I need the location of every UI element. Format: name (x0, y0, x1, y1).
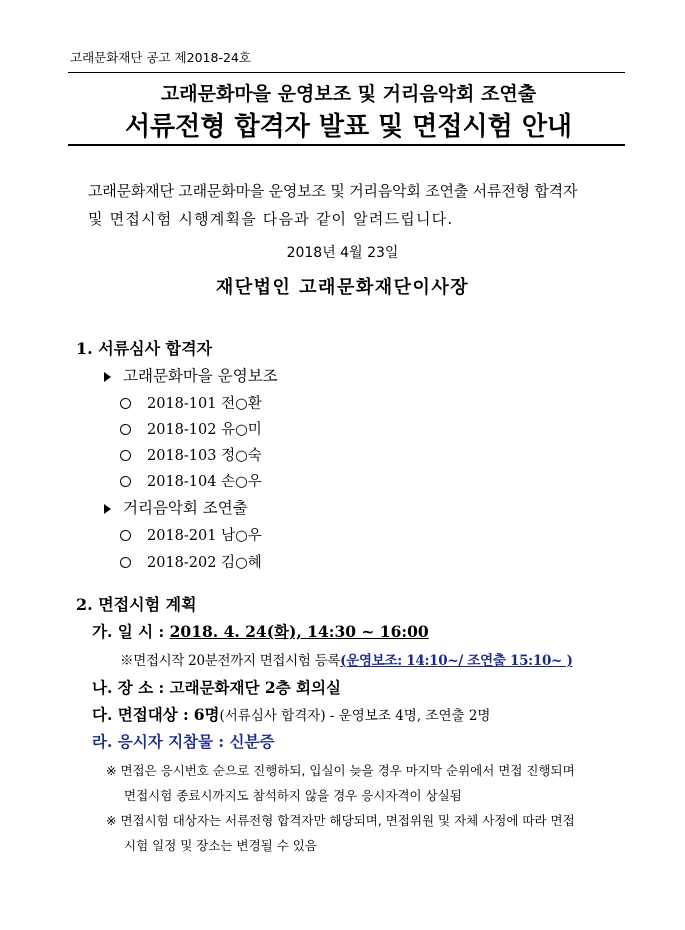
schedule-value: 2018. 4. 24(화), 14:30 ~ 16:00 (169, 622, 429, 641)
schedule-row (92, 620, 429, 642)
registration-note (120, 649, 573, 669)
note-2-line-1: ※ 면접시험 대상자는 서류전형 합격자만 해당되며, 면접위원 및 자체 사정에 따라 면접 (106, 813, 575, 828)
registration-times: (운영보조: 14:10~/ 조연출 15:10~ ) (340, 653, 573, 669)
notice-date: 2018년 4월 23일 (286, 245, 399, 261)
triangle-bullet-icon (104, 372, 111, 382)
venue-row (92, 676, 341, 698)
group-2-title: 거리음악회 조연출 (104, 496, 248, 518)
circle-bullet-icon (120, 530, 131, 541)
bring-items-row: 라. 응시자 지참물 : 신분증 (92, 732, 275, 751)
intro-line-2: 및 면접시험 시행계획을 다음과 같이 알려드립니다. (88, 210, 454, 228)
list-item: 2018-101 전○환 (120, 392, 262, 413)
title-rule (68, 144, 625, 146)
title-line-2: 서류전형 합격자 발표 및 면접시험 안내 (124, 112, 573, 142)
target-count: 6명 (193, 705, 220, 724)
registration-note-text: ※면접시작 20분전까지 면접시험 등록 (120, 653, 341, 669)
title-line-1: 고래문화마을 운영보조 및 거리음악회 조연출 (160, 83, 537, 105)
schedule-label: 가. 일 시 : (92, 622, 165, 641)
list-item: 2018-103 정○숙 (120, 444, 262, 465)
circle-bullet-icon (120, 450, 131, 461)
notice-number: 고래문화재단 공고 제2018-24호 (70, 50, 251, 65)
list-item: 2018-201 남○우 (120, 524, 262, 545)
note-1-line-1: ※ 면접은 응시번호 순으로 진행하되, 입실이 늦을 경우 마지막 순위에서 면접 진행되며 (106, 763, 575, 778)
target-detail: (서류심사 합격자) - 운영보조 4명, 조연출 2명 (219, 708, 491, 724)
note-2-line-2: 시험 일정 및 장소는 변경될 수 있음 (124, 838, 317, 853)
circle-bullet-icon (120, 424, 131, 435)
note-1-line-2: 면접시험 종료시까지도 참석하지 않을 경우 응시자격이 상실됨 (124, 788, 462, 803)
circle-bullet-icon (120, 398, 131, 409)
header-rule (68, 72, 625, 73)
section-2-heading: 2. 면접시험 계획 (76, 595, 197, 614)
target-row (92, 703, 490, 725)
intro-line-1: 고래문화재단 고래문화마을 운영보조 및 거리음악회 조연출 서류전형 합격자 (88, 182, 578, 200)
target-label: 다. 면접대상 : (92, 705, 189, 724)
list-item: 2018-202 김○혜 (120, 551, 262, 572)
group-1-title: 고래문화마을 운영보조 (104, 364, 278, 386)
circle-bullet-icon (120, 557, 131, 568)
issuer-name: 재단법인 고래문화재단이사장 (215, 277, 470, 298)
circle-bullet-icon (120, 476, 131, 487)
venue-value: 고래문화재단 2층 회의실 (169, 678, 341, 697)
list-item: 2018-104 손○우 (120, 470, 262, 491)
triangle-bullet-icon (104, 504, 111, 514)
list-item: 2018-102 유○미 (120, 418, 262, 439)
venue-label: 나. 장 소 : (92, 678, 165, 697)
section-1-heading: 1. 서류심사 합격자 (76, 339, 213, 358)
